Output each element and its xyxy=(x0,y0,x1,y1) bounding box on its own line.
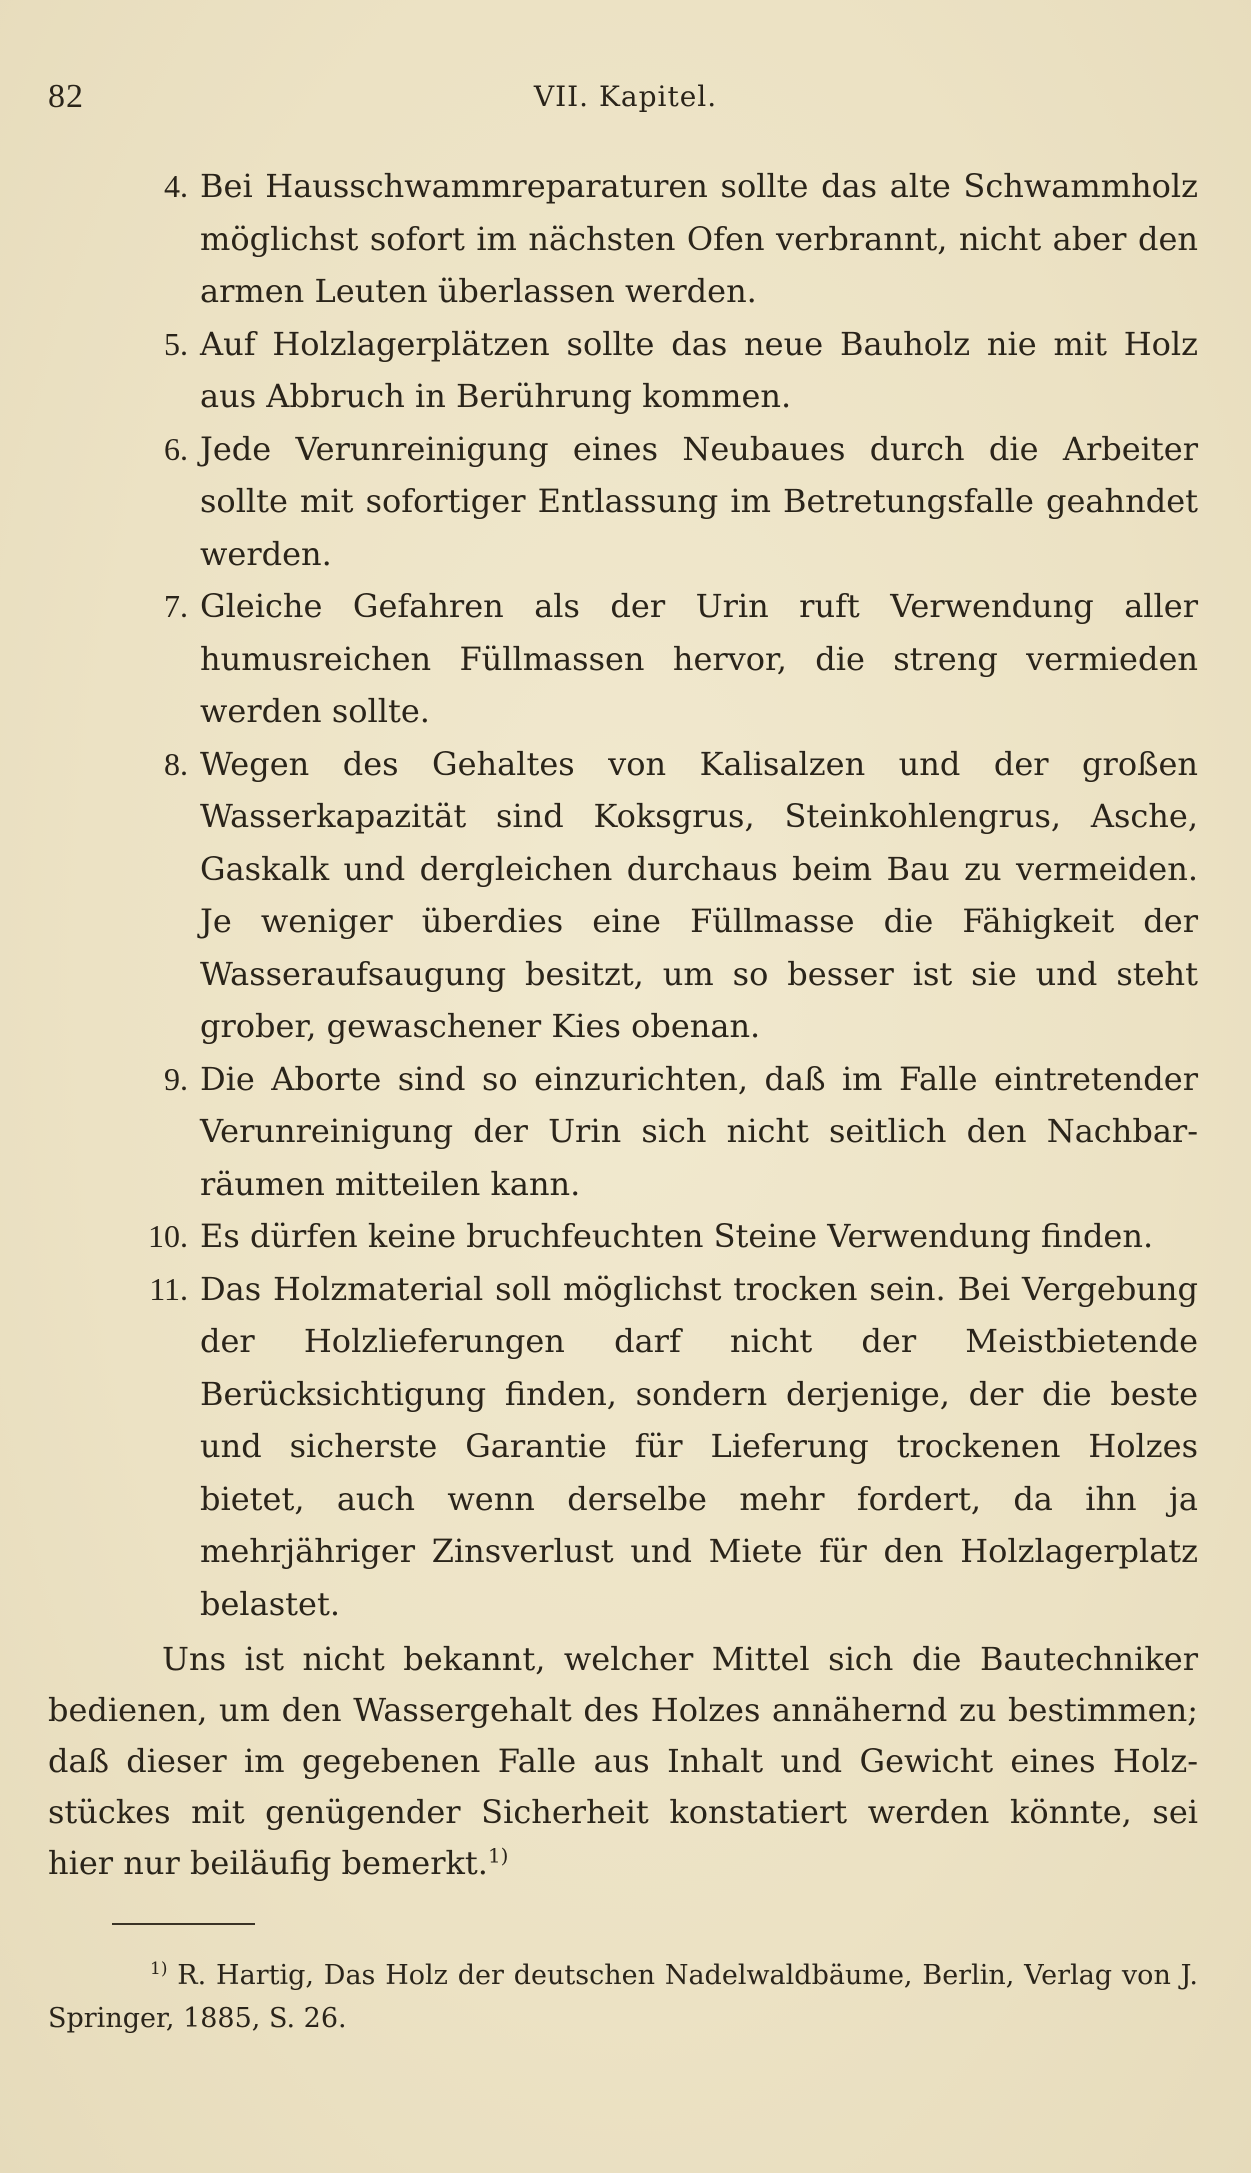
rule-number: 6. xyxy=(164,430,188,467)
footnote-text: R. Hartig, Das Holz der deutschen Nadelwaldbäume, Berlin, Verlag von J. Springer, 1885, S. 26. xyxy=(48,1960,1198,2034)
running-head: VII. Kapitel. xyxy=(533,80,718,113)
rule-text: Die Aborte sind so einzurichten, daß im Falle eintretender Verunreinigung der Urin sich nicht seitlich den Nachbarräumen mitteilen kann. xyxy=(200,1059,1198,1203)
rule-number: 9. xyxy=(164,1060,188,1097)
list-item-rule-6 xyxy=(48,423,1198,581)
rule-text: Bei Hausschwammreparaturen sollte das alte Schwammholz möglichst sofort im nächsten Ofen verbrannt, nicht aber den armen Leuten überlassen werden. xyxy=(200,167,1198,310)
rule-number: 5. xyxy=(164,325,188,362)
footnote-reference[interactable]: 1) xyxy=(487,1843,509,1868)
list-item-rule-5 xyxy=(48,318,1198,423)
page-header xyxy=(48,78,1203,128)
list-item-rule-9 xyxy=(48,1053,1198,1211)
list-item-rule-4 xyxy=(48,160,1198,318)
rule-text: Gleiche Gefahren als der Urin ruft Verwendung aller humusreichen Füllmassen hervor, die streng vermieden werden sollte. xyxy=(200,587,1198,730)
footnote xyxy=(48,1954,1198,2040)
list-item-rule-8 xyxy=(48,738,1198,1053)
rule-number: 8. xyxy=(164,745,188,782)
rule-text: Auf Holzlagerplätzen sollte das neue Bauholz nie mit Holz aus Abbruch in Berührung kommen. xyxy=(200,324,1198,415)
rule-text: Das Holzmaterial soll möglichst trocken sein. Bei Vergebung der Holzlieferungen darf nicht der Meistbietende Berücksichtigung finden, sondern derjenige, der die beste und sicherste Garantie für Lieferung trockenen Holzes bietet, auch wenn derselbe mehr fordert, da ihn ja mehrjähriger Zinsverlust und Miete für den Holzlagerplatz belastet. xyxy=(200,1269,1198,1623)
rule-number: 7. xyxy=(164,588,188,624)
footnote-divider xyxy=(112,1923,255,1925)
page-body xyxy=(48,160,1198,1889)
rule-text: Es dürfen keine bruchfeuchten Steine Verwendung finden. xyxy=(200,1217,1154,1255)
rules-list xyxy=(48,160,1198,1630)
rule-number: 10. xyxy=(148,1218,188,1254)
rule-text: Wegen des Gehaltes von Kalisalzen und der großen Wasserkapazität sind Koksgrus, Steinkohlengrus, Asche, Gaskalk und dergleichen durchaus beim Bau zu vermeiden. Je weniger überdies eine Füllmasse die Fähigkeit der Wasseraufsaugung besitzt, um so besser ist sie und steht grober, gewaschener Kies obenan. xyxy=(200,744,1198,1045)
rule-number: 4. xyxy=(164,168,188,204)
paragraph-text: Uns ist nicht bekannt, welcher Mittel sich die Bautechniker bedienen, um den Wassergehalt des Holzes annähernd zu bestimmen; daß dieser im gegebenen Falle aus Inhalt und Gewicht eines Holzstückes mit genügender Sicherheit konstatiert werden könnte, sei hier nur beiläufig bemerkt. xyxy=(48,1640,1198,1882)
footnote-marker: 1) xyxy=(150,1959,168,1979)
list-item-rule-10 xyxy=(48,1210,1198,1263)
list-item-rule-7 xyxy=(48,580,1198,738)
rule-number: 11. xyxy=(149,1270,188,1307)
body-paragraph xyxy=(48,1634,1198,1889)
list-item-rule-11 xyxy=(48,1263,1198,1631)
page-number: 82 xyxy=(48,78,84,115)
rule-text: Jede Verunreinigung eines Neubaues durch die Arbeiter sollte mit sofortiger Entlassung im Betretungsfalle geahndet werden. xyxy=(200,429,1198,573)
